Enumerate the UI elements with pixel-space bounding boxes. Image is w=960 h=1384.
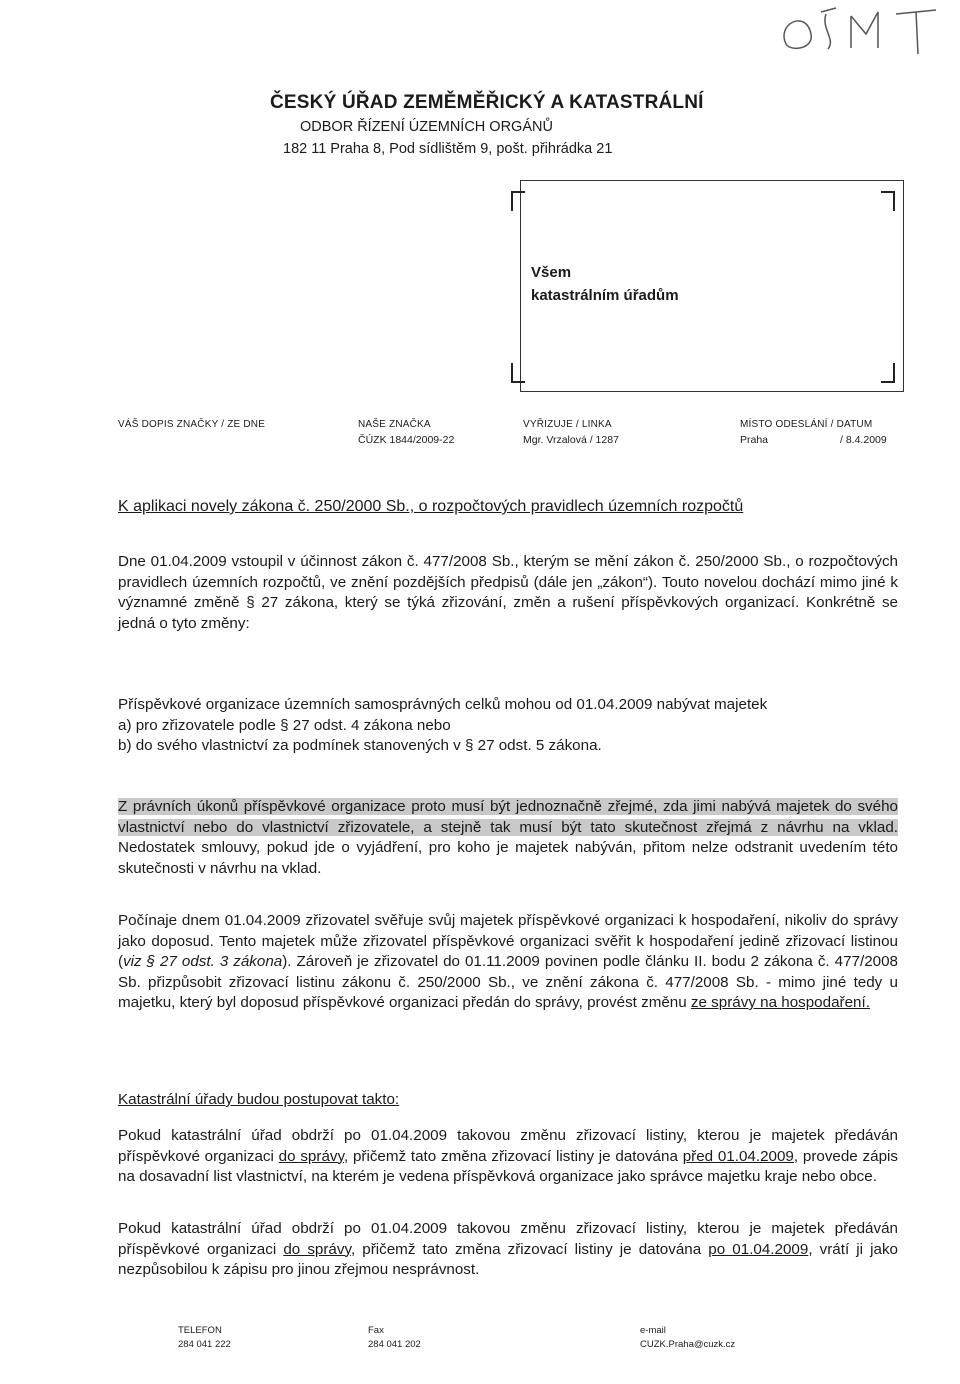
email-label: e-mail xyxy=(640,1325,666,1336)
recipient-box xyxy=(520,180,904,392)
place-value: Praha xyxy=(740,434,769,446)
section-heading: Katastrální úřady budou postupovat takto: xyxy=(118,1091,400,1108)
p5-underlined-2: před 01.04.2009 xyxy=(682,1147,794,1165)
handled-by-value: Mgr. Vrzalová / 1287 xyxy=(523,434,619,446)
fax-label: Fax xyxy=(368,1325,384,1336)
email-value: CUZK.Praha@cuzk.cz xyxy=(640,1339,736,1350)
phone-label: TELEFON xyxy=(178,1325,222,1336)
recipient-line-2: katastrálním úřadům xyxy=(531,287,679,304)
p5-underlined-1: do správy xyxy=(278,1147,344,1165)
highlighted-text: Z právních úkonů příspěvkové organizace proto musí být jednoznačně zřejmé, zda jimi nabývá majetek do svého vlastnictví nebo do vlastnictví zřizovatele, a stejně tak musí být tato skutečnost zřejmá z návrhu na vklad. xyxy=(118,798,898,836)
department-name: ODBOR ŘÍZENÍ ÚZEMNÍCH ORGÁNŮ xyxy=(300,119,553,135)
p4-text-a: Počínaje dnem 01.04.2009 zřizovatel svěřuje svůj majetek příspěvkové organizaci k hospodaření, nikoliv do správy jako doposud. Tento majetek může zřizovatel příspěvkové organizaci svěřit k hospodaření jedině zřizovací listinou ( xyxy=(118,912,898,970)
p6-underlined-2: po 01.04.2009 xyxy=(708,1240,809,1258)
p5-text-a: Pokud katastrální úřad obdrží po 01.04.2009 takovou změnu zřizovací listiny, kterou je majetek předáván příspěvkové organizaci xyxy=(118,1127,898,1165)
list-item-a: a) pro zřizovatele podle § 27 odst. 4 zákona nebo xyxy=(118,716,451,734)
subject-line: K aplikaci novely zákona č. 250/2000 Sb., o rozpočtových pravidlech územních rozpočtů xyxy=(118,498,744,515)
p6-text-a: Pokud katastrální úřad obdrží po 01.04.2009 takovou změnu zřizovací listiny, kterou je majetek předáván příspěvkové organizaci xyxy=(118,1220,898,1258)
paragraph-legal-acts xyxy=(118,797,898,879)
corner-mark xyxy=(511,191,525,211)
corner-mark xyxy=(881,191,895,211)
handled-by-label: VYŘIZUJE / LINKA xyxy=(523,419,612,430)
recipient-line-1: Všem xyxy=(531,264,572,281)
paragraph-after-date xyxy=(118,1219,898,1281)
handwritten-mark-icon xyxy=(766,4,946,64)
paragraph-before-date xyxy=(118,1126,898,1188)
corner-mark xyxy=(881,363,895,383)
paragraph-acquisition-text: Příspěvkové organizace územních samosprávných celků mohou od 01.04.2009 nabývat majetek xyxy=(118,696,768,713)
p4-underlined: ze správy na hospodaření. xyxy=(690,994,870,1011)
office-address: 182 11 Praha 8, Pod sídlištěm 9, pošt. přihrádka 21 xyxy=(283,141,613,157)
recipient-lines xyxy=(531,261,679,307)
p6-text-b: , přičemž tato změna zřizovací listiny je datována xyxy=(350,1240,709,1258)
date-value: / 8.4.2009 xyxy=(840,434,887,446)
our-ref-value: ČÚZK 1844/2009-22 xyxy=(358,434,455,446)
fax-value: 284 041 202 xyxy=(368,1339,421,1350)
p5-text-b: , přičemž tato změna zřizovací listiny je datována xyxy=(343,1147,683,1165)
p4-text-b: ). Zároveň je zřizovatel do 01.11.2009 povinen podle článku II. bodu 2 zákona č. 477/2008 Sb. přizpůsobit zřizovací listinu zákonu č. 250/2000 Sb., ve znění zákona č. 477/2008 Sb. - mimo jiné tedy u majetku, který byl doposud příspěvkové organizaci předán do správy, provést změnu xyxy=(118,953,898,1011)
paragraph-legal-acts-rest: Nedostatek smlouvy, pokud jde o vyjádření, pro koho je majetek nabýván, přitom nelze odstranit uvedením této skutečnosti v návrhu na vklad. xyxy=(118,839,898,877)
your-letter-label: VÁŠ DOPIS ZNAČKY / ZE DNE xyxy=(118,419,266,430)
paragraph-acquisition xyxy=(118,695,898,757)
p5-text-c: , provede zápis na dosavadní list vlastnictví, na kterém je vedena příspěvková organizace jako správce majetku kraje nebo obce. xyxy=(118,1147,898,1185)
corner-mark xyxy=(511,363,525,383)
office-title: ČESKÝ ÚŘAD ZEMĚMĚŘICKÝ A KATASTRÁLNÍ xyxy=(270,92,704,113)
our-ref-label: NAŠE ZNAČKA xyxy=(358,419,431,430)
paragraph-management xyxy=(118,911,898,1014)
place-date-label: MÍSTO ODESLÁNÍ / DATUM xyxy=(740,419,873,430)
p6-underlined-1: do správy xyxy=(283,1240,351,1258)
phone-value: 284 041 222 xyxy=(178,1339,231,1350)
p6-text-c: , vrátí ji jako nezpůsobilou k zápisu pro jinou zřejmou nesprávnost. xyxy=(118,1240,898,1278)
p4-italic-ref: viz § 27 odst. 3 zákona xyxy=(123,953,283,970)
list-item-b: b) do svého vlastnictví za podmínek stanovených v § 27 odst. 5 zákona. xyxy=(118,737,602,754)
paragraph-intro: Dne 01.04.2009 vstoupil v účinnost zákon č. 477/2008 Sb., kterým se mění zákon č. 250/2000 Sb., o rozpočtových pravidlech územních rozpočtů, ve znění pozdějších předpisů (dále jen „zákon“). Touto novelou dochází mimo jiné k významné změně § 27 zákona, který se týká zřizování, změn a rušení příspěvkových organizací. Konkrétně se jedná o tyto změny: xyxy=(118,553,898,632)
